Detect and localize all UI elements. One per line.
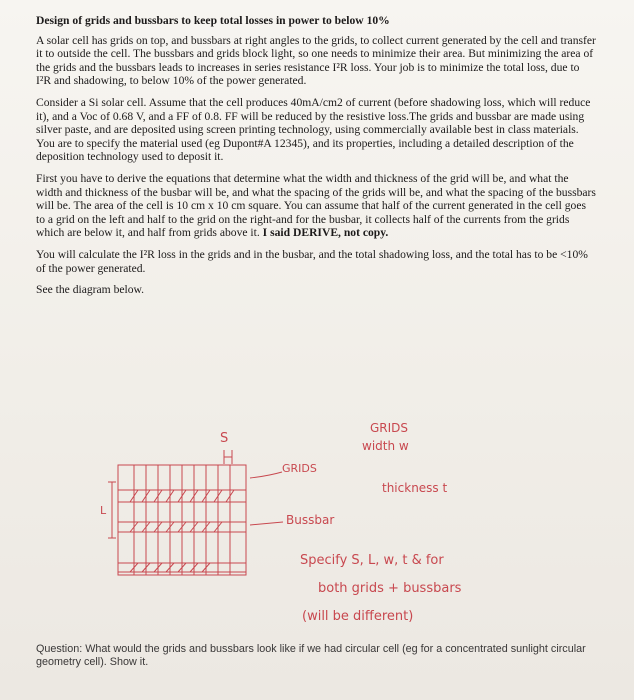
label-thickness: thickness t: [382, 481, 448, 495]
derive-text: First you have to derive the equations that determine what the width and thickness of the grid will be, and what the width and thickness of the busbar will be, and what the spacing of the grids will be, and what the spacing of the bussbars will be. The area of the cell is 10 cm x 10 cm square. You can assume that half of the current generated in the cell goes to a grid on the left and half to the grid on the right-and for the busbar, it collects half of the currents from the grids which are below it, and half from grids above it.: [36, 171, 596, 240]
paragraph-calculate: You will calculate the I²R loss in the grids and in the busbar, and the total shadowing loss, and the total has to be <10% of the power generated.: [36, 247, 588, 275]
hatch-mid: [130, 522, 222, 532]
bussbar-arrow: [250, 522, 283, 525]
label-s: S: [220, 431, 229, 446]
note-line-2: both grids + bussbars: [318, 581, 462, 596]
document-body: [36, 14, 596, 305]
label-bussbar: Bussbar: [286, 513, 335, 527]
label-l: L: [100, 504, 107, 517]
label-grids: GRIDS: [282, 462, 317, 475]
label-width: width w: [362, 439, 409, 453]
note-line-3: (will be different): [302, 609, 414, 624]
spacing-marker: [224, 450, 232, 464]
hand-drawn-diagram: [0, 420, 634, 650]
grids-arrow: [250, 472, 282, 478]
paragraph-assumptions: Consider a Si solar cell. Assume that the cell produces 40mA/cm2 of current (before shadowing loss, which will reduce it), and a Voc of 0.68 V, and a FF of 0.8. FF will be reduced by the resistive loss.The grids and bussbar are made using silver paste, and are deposited using screen printing technology, using commercially available best in class materials. You are to specify the material used (eg Dupont#A 12345), and its properties, including a detailed description of the deposition technology used to deposit it.: [36, 95, 591, 164]
paragraph-derive: [36, 172, 596, 240]
paragraph-see-diagram: See the diagram below.: [36, 283, 145, 297]
length-marker: [108, 482, 116, 538]
question-text: Question: What would the grids and bussbars look like if we had circular cell (eg for a concentrated sunlight circular geometry cell). Show it.: [36, 643, 586, 668]
derive-emphasis: I said DERIVE, not copy.: [262, 226, 389, 240]
paragraph-intro: A solar cell has grids on top, and bussbars at right angles to the grids, to collect current generated by the cell and transfer it to outside the cell. The bussbars and grids block light, so one needs to minimize their area. But minimizing the area of the grids and the bussbars leads to increases in series resistance I²R loss. Your job is to minimize the total loss, due to I²R and shadowing, to below 10% of the power generated.: [36, 33, 596, 88]
note-line-1: Specify S, L, w, t & for: [300, 553, 444, 568]
label-grids-right: GRIDS: [370, 421, 409, 435]
document-title: Design of grids and bussbars to keep total losses in power to below 10%: [36, 14, 390, 27]
cell-sketch: [108, 450, 283, 575]
